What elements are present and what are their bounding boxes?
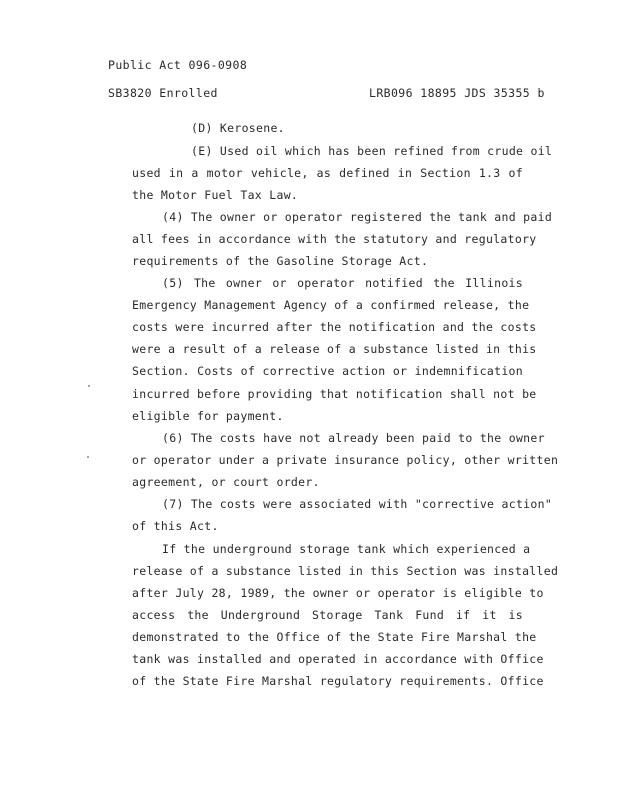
text-line: of the State Fire Marshal regulatory requirements. Office <box>132 674 544 688</box>
text-line: of this Act. <box>132 519 219 533</box>
text-line: all fees in accordance with the statutory and regulatory <box>132 232 537 246</box>
bill-status: SB3820 Enrolled <box>108 86 218 100</box>
text-line: were a result of a release of a substance listed in this <box>132 342 537 356</box>
text-line: (D) Kerosene. <box>191 121 285 135</box>
text-line: Emergency Management Agency of a confirmed release, the <box>132 298 530 312</box>
text-line: or operator under a private insurance policy, other written <box>132 453 559 467</box>
text-line: (6) The costs have not already been paid to the owner <box>162 431 545 445</box>
scan-speck <box>87 456 89 458</box>
act-title: Public Act 096-0908 <box>108 58 248 72</box>
text-line: release of a substance listed in this Section was installed <box>132 564 559 578</box>
text-line: If the underground storage tank which experienced a <box>162 542 531 556</box>
text-line: after July 28, 1989, the owner or operator is eligible to <box>132 586 544 600</box>
text-line: (7) The costs were associated with "corrective action" <box>162 497 553 511</box>
lrb-code: LRB096 18895 JDS 35355 b <box>369 86 545 100</box>
text-line: tank was installed and operated in accordance with Office <box>132 652 544 666</box>
text-line: demonstrated to the Office of the State Fire Marshal the <box>132 630 537 644</box>
text-line: incurred before providing that notification shall not be <box>132 387 537 401</box>
text-line: costs were incurred after the notification and the costs <box>132 320 537 334</box>
text-line: access the Underground Storage Tank Fund if it is <box>132 608 523 622</box>
text-line: (4) The owner or operator registered the tank and paid <box>162 210 553 224</box>
scan-speck <box>88 385 90 387</box>
text-line: used in a motor vehicle, as defined in Section 1.3 of <box>132 166 523 180</box>
text-line: (5) The owner or operator notified the Illinois <box>162 276 523 290</box>
text-line: Section. Costs of corrective action or indemnification <box>132 364 523 378</box>
text-line: eligible for payment. <box>132 409 284 423</box>
text-line: agreement, or court order. <box>132 475 320 489</box>
text-line: the Motor Fuel Tax Law. <box>132 188 299 202</box>
text-line: requirements of the Gasoline Storage Act. <box>132 254 429 268</box>
text-line: (E) Used oil which has been refined from crude oil <box>191 144 553 158</box>
